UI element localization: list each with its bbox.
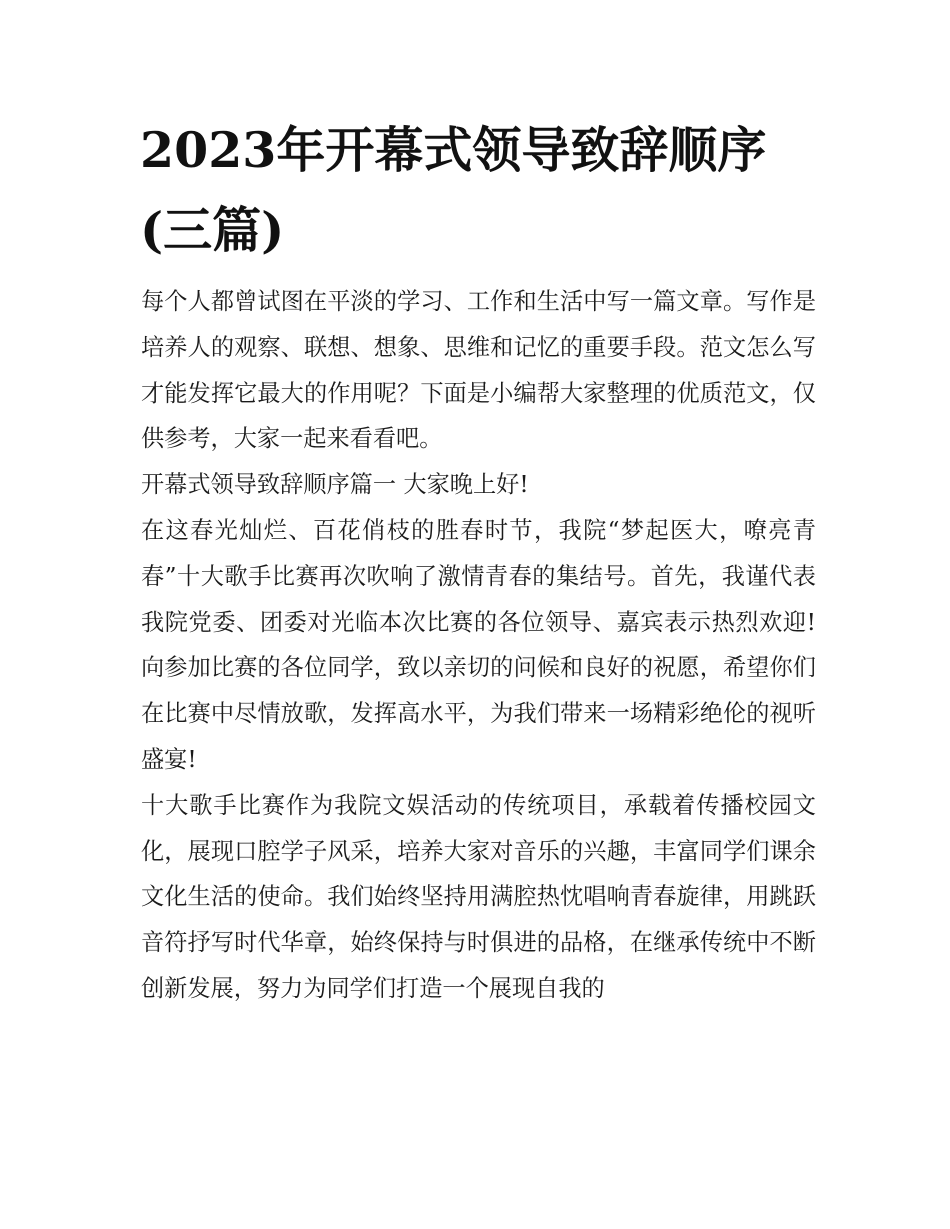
paragraph-welcome: 在这春光灿烂、百花俏枝的胜春时节，我院“梦起医大，嘹亮青春”十大歌手比赛再次吹响了激情青春的集结号。首先，我谨代表我院党委、团委对光临本次比赛的各位领导、嘉宾表示热烈欢迎!向参加比赛的各位同学，致以亲切的问候和良好的祝愿，希望你们在比赛中尽情放歌，发挥高水平，为我们带来一场精彩绝伦的视听盛宴!	[141, 516, 816, 773]
document-title: 2023年开幕式领导致辞顺序(三篇)	[140, 121, 767, 259]
document-body	[141, 279, 816, 1012]
paragraph-intro: 每个人都曾试图在平淡的学习、工作和生活中写一篇文章。写作是培养人的观察、联想、想象、思维和记忆的重要手段。范文怎么写才能发挥它最大的作用呢？下面是小编帮大家整理的优质范文，仅供参考，大家一起来看看吧。	[141, 288, 816, 453]
paragraph-greeting: 开幕式领导致辞顺序篇一 大家晚上好!	[141, 471, 529, 499]
paragraph-tradition: 十大歌手比赛作为我院文娱活动的传统项目，承载着传播校园文化，展现口腔学子风采，培养大家对音乐的兴趣，丰富同学们课余文化生活的使命。我们始终坚持用满腔热忱唱响青春旋律，用跳跃音符抒写时代华章，始终保持与时俱进的品格，在继承传统中不断创新发展，努力为同学们打造一个展现自我的	[141, 791, 816, 1002]
